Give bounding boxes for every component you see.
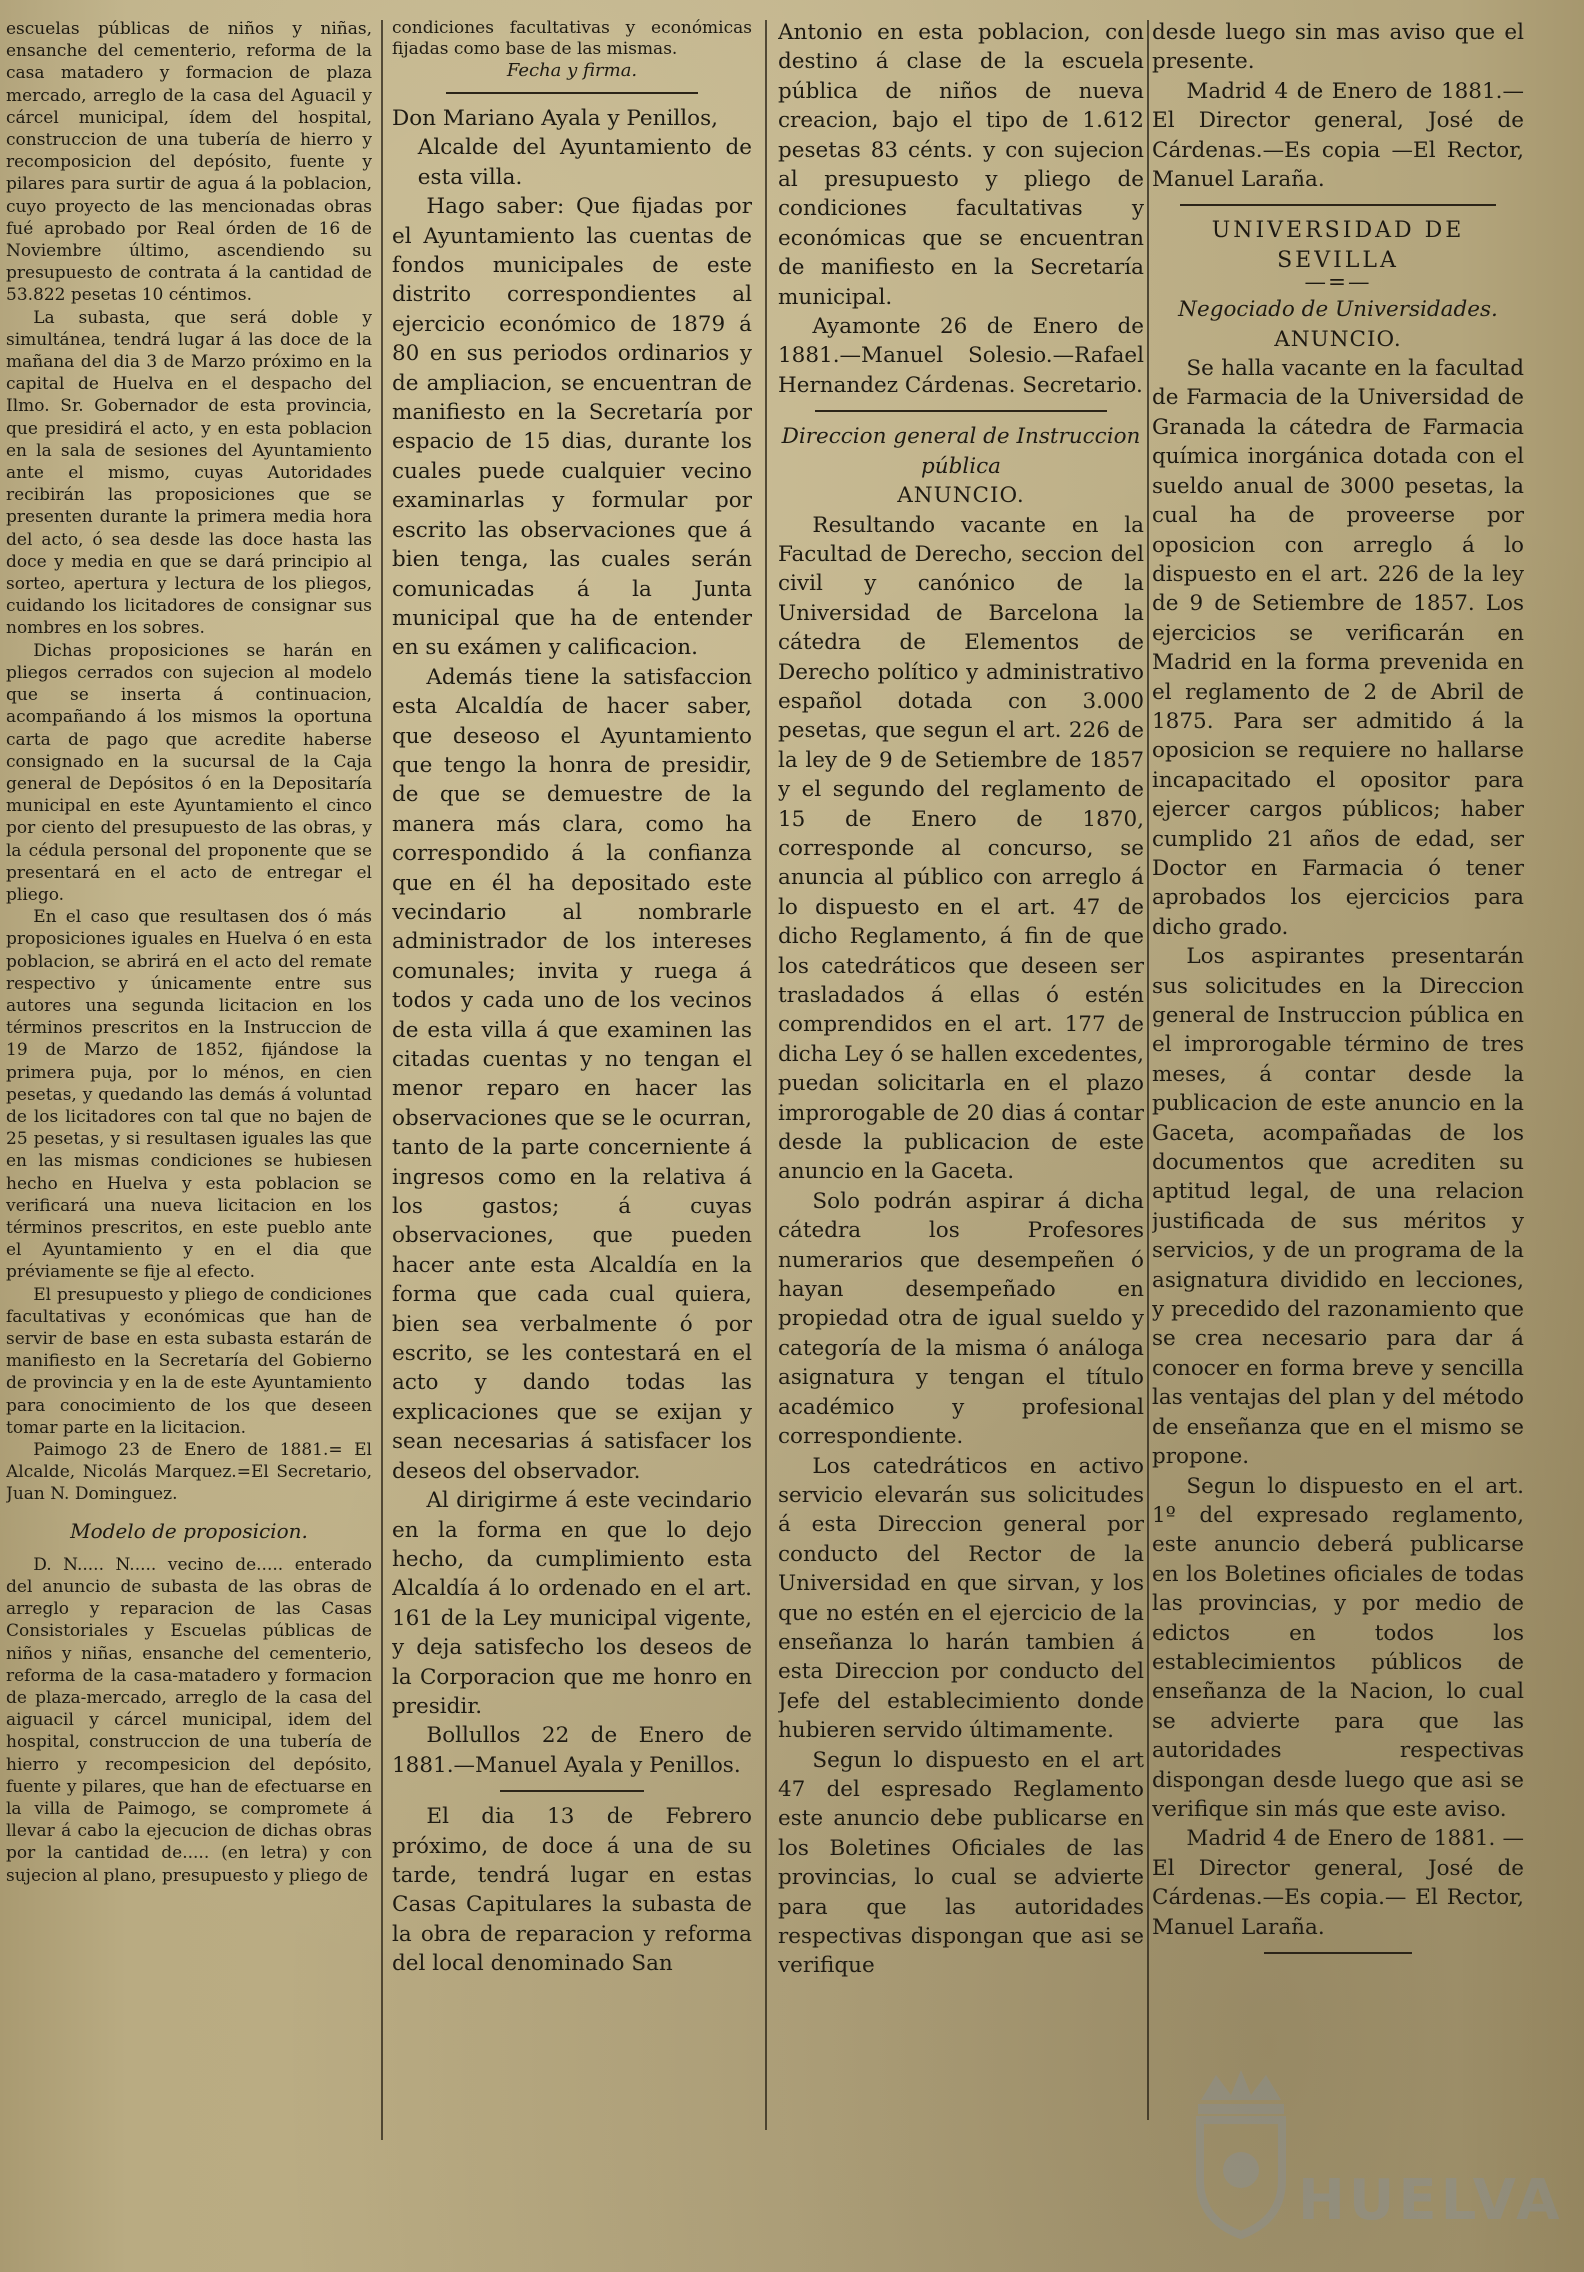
negociado-heading: Negociado de Universidades. <box>1178 297 1498 323</box>
column-divider <box>381 20 383 2140</box>
col2-paragraph: Hago saber: Que fijadas por el Ayuntamiento las cuentas de fondos municipales de este distrito correspondientes al ejercicio económico de 1879 á 80 en sus periodos ordinarios y de ampliacion, se encuentran de manifiesto en la Secretaría por espacio de 15 dias, durante los cuales puede cualquier vecino examinarlas y formular por escrito las observaciones que á bien tenga, las cuales serán comunicadas á la Junta municipal que ha de entender en su exámen y calificacion. <box>392 194 752 661</box>
column-divider <box>765 20 767 2130</box>
col2-paragraph: Al dirigirme á este vecindario en la forma en que lo dejo hecho, da cumplimiento esta Alcaldía á lo ordenado en el art. 161 de la Ley municipal vigente, y deja satisfecho los deseos de la Corporacion que me honro en presidir. <box>392 1488 752 1719</box>
col4-paragraph: Se halla vacante en la facultad de Farmacia de la Universidad de Granada la cátedra de Farmacia química inorgánica dotada con el sueldo anual de 3000 pesetas, la cual ha de proveerse por oposicion con arreglo á lo dispuesto en el art. 226 de la ley de 9 de Setiembre de 1857. Los ejercicios se verificarán en Madrid en la forma prevenida en el reglamento de 2 de Abril de 1875. Para ser admitido á la oposicion se requiere no hallarse incapacitado el opositor para ejercer cargos públicos; haber cumplido 21 años de edad, ser Doctor en Farmacia ó tener aprobados los ejercicios para dicho grado. <box>1152 356 1524 940</box>
section-rule <box>500 1790 644 1792</box>
col1-paragraph: D. N..... N..... vecino de..... enterado del anuncio de subasta de las obras de arreglo y reparacion de las Casas Consistoriales y Escuelas públicas de niños y niñas, ensanche del cementerio, reforma de la casa-matadero y formacion de plaza-mercado, arreglo de la casa del aiguacil y cárcel municipal, idem del hospital, construccion de una tubería de hierro y recompesicion del depósito, fuente y pilares, que han de efectuarse en la villa de Paimogo, se compromete á llevar á cabo la ejecucion de dichas obras por la cantidad de..... (en letra) y con sujecion al plano, presupuesto y pliego de <box>6 1554 372 1886</box>
col3-paragraph: Resultando vacante en la Facultad de Derecho, seccion del civil y canónico de la Universidad de Barcelona la cátedra de Elementos de Derecho político y administrativo español dotada con 3.000 pesetas, que segun el art. 226 de la ley de 9 de Setiembre de 1857 y el segundo del reglamento de 15 de Enero de 1870, corresponde al concurso, se anuncia al público con arreglo á lo dispuesto en el art. 47 de dicho Reglamento, á fin de que los catedráticos que deseen ser trasladados á ellas ó estén comprendidos en el art. 177 de dicha Ley ó se hallen excedentes, puedan solicitarla en el plazo improrogable de 20 dias á contar desde la publicacion de este anuncio en la Gaceta. <box>778 512 1144 1185</box>
col4-signature: Madrid 4 de Enero de 1881. —El Director general, José de Cárdenas.—Es copia.— El Rector, Manuel Laraña. <box>1152 1826 1524 1940</box>
col2-signature: Bollullos 22 de Enero de 1881.—Manuel Ayala y Penillos. <box>392 1723 752 1778</box>
column-4 <box>1152 18 1524 2258</box>
col4-paragraph: Segun lo dispuesto en el art. 1º del expresado reglamento, este anuncio deberá publicarse en los Boletines oficiales de todas las provincias, y por medio de edictos en todos los establecimientos públicos de enseñanza de la Nacion, lo cual se advierte para que las autoridades respectivas dispongan desde luego que asi se verifique sin más que este aviso. <box>1152 1473 1524 1822</box>
col1-paragraph: La subasta, que será doble y simultánea, tendrá lugar á las doce de la mañana del dia 3 de Marzo próximo en la capital de Huelva en el despacho del Ilmo. Sr. Gobernador de esta provincia, que presidirá el acto, y en esta poblacion en la sala de sesiones del Ayuntamiento ante el mismo, cuyas Autoridades recibirán las proposiciones que se presenten durante la primera media hora del acto, ó sea desde las doce hasta las doce y media en que se dará principio al sorteo, apertura y lectura de los pliegos, cuidando los licitadores de consignar sus nombres en los sobres. <box>6 307 372 639</box>
model-heading: Modelo de proposicion. <box>70 1518 308 1543</box>
watermark-text: HUELVA <box>1298 2168 1564 2233</box>
col1-paragraph: escuelas públicas de niños y niñas, ensanche del cementerio, reforma de la casa matadero y formacion de plaza mercado, arreglo de la casa del Aguacil y cárcel municipal, ídem del hospital, construccion de una tubería de hierro y recomposicion del depósito, fuente y pilares para surtir de agua á la poblacion, cuyo proyecto de las mencionadas obras fué aprobado por Real órden de 16 de Noviembre último, ascendiendo su presupuesto de contrata á la cantidad de 53.822 pesetas 10 céntimos. <box>6 19 372 306</box>
direccion-heading: Direccion general de Instruccion pública <box>781 424 1141 479</box>
col2-paragraph: El dia 13 de Febrero próximo, de doce á una de su tarde, tendrá lugar en estas Casas Capitulares la subasta de la obra de reparacion y reforma del local denominado San <box>392 1804 752 1977</box>
col3-paragraph: Solo podrán aspirar á dicha cátedra los Profesores numerarios que desempeñen ó hayan desempeñado en propiedad otra de igual sueldo y categoría de la misma ó análoga asignatura y tengan el título académico y profesional correspondiente. <box>778 1188 1144 1450</box>
col2-paragraph: condiciones facultativas y económicas fijadas como base de las mismas. <box>392 18 752 59</box>
ornament: —=— <box>1304 270 1372 296</box>
date-signature: Fecha y firma. <box>506 60 638 81</box>
anuncio-heading: ANUNCIO. <box>1274 326 1402 352</box>
column-1 <box>6 18 372 2258</box>
section-rule <box>1264 1952 1413 1954</box>
col2-paragraph: Además tiene la satisfaccion esta Alcaldía de hacer saber, que deseoso el Ayuntamiento que tengo la honra de presidir, de que se demuestre de la manera más clara, como ha correspondido á la confianza que en él ha depositado este vecindario al nombrarle administrador de los intereses comunales; invita y ruega á todos y cada uno de los vecinos de esta villa á que examinen las citadas cuentas y no tengan el menor reparo en hacer las observaciones que se le ocurran, tanto de la parte concerniente á ingresos como en la relativa á los gastos; á cuyas observaciones, que pueden hacer ante esta Alcaldía en la forma que cada cual quiera, bien sea verbalmente ó por escrito, se les contestará en el acto y dando todas las explicaciones que se exijan y sean necesarias á satisfacer los deseos del observador. <box>392 664 752 1484</box>
col3-paragraph: Los catedráticos en activo servicio elevarán sus solicitudes á esta Direccion general por conducto del Rector de la Universidad en que sirvan, y los que no estén en el ejercicio de la enseñanza lo harán tambien á esta Direccion por conducto del Jefe del establecimiento donde hubieren servido últimamente. <box>778 1453 1144 1744</box>
col3-paragraph: Antonio en esta poblacion, con destino á clase de la escuela pública de niños de nueva creacion, bajo el tipo de 1.612 pesetas 83 cénts. y con sujecion al presupuesto y pliego de condiciones facultativas y económicas que se encuentran de manifiesto en la Secretaría municipal. <box>778 20 1144 310</box>
col4-paragraph: desde luego sin mas aviso que el presente. <box>1152 20 1524 75</box>
mayor-heading <box>392 104 752 192</box>
section-rule <box>815 410 1108 412</box>
mayor-title: Alcalde del Ayuntamiento de esta villa. <box>417 135 752 190</box>
column-divider <box>1147 20 1149 2120</box>
col1-paragraph: En el caso que resultasen dos ó más proposiciones iguales en Huelva ó en esta poblacion, se abrirá en el acto del remate respectivo y únicamente entre sus autores una segunda licitacion en los términos prescritos en la Instruccion de 19 de Marzo de 1852, fijándose la primera puja, por lo ménos, en cien pesetas, y quedando las demás á voluntad de los licitadores con tal que no bajen de 25 pesetas, y si resultasen iguales las que en las mismas condiciones se hubiesen hecho en Huelva y esta poblacion se verificará una nueva licitacion en los términos prescritos, en este pueblo ante el Ayuntamiento y en el dia que préviamente se fije al efecto. <box>6 907 372 1283</box>
university-heading: UNIVERSIDAD DE SEVILLA <box>1211 218 1465 273</box>
section-rule <box>446 92 698 94</box>
col4-signature: Madrid 4 de Enero de 1881.—El Director general, José de Cárdenas.—Es copia —El Rector, Manuel Laraña. <box>1152 78 1524 193</box>
col3-paragraph: Segun lo dispuesto en el art 47 del espresado Reglamento este anuncio debe publicarse en los Boletines Oficiales de las provincias, lo cual se advierte para que las autoridades respectivas dispongan que asi se verifique <box>778 1747 1144 1979</box>
col1-paragraph: El presupuesto y pliego de condiciones facultativas y económicas que han de servir de base en esta subasta estarán de manifiesto en la Secretaría del Gobierno de provincia y en la de este Ayuntamiento para conocimiento de los que deseen tomar parte en la licitacion. <box>6 1284 372 1438</box>
anuncio-heading: ANUNCIO. <box>897 483 1025 509</box>
col1-paragraph: Dichas proposiciones se harán en pliegos cerrados con sujecion al modelo que se inserta á continuacion, acompañando á los mismos la oportuna carta de pago que acredite haberse consignado en la sucursal de la Caja general de Depósitos ó en la Depositaría municipal en este Ayuntamiento el cinco por ciento del presupuesto de las obras, y la cédula personal del proponente que se presentará en el acto de entregar el pliego. <box>6 640 372 905</box>
section-rule <box>1180 204 1496 206</box>
col3-signature: Ayamonte 26 de Enero de 1881.—Manuel Solesio.—Rafael Hernandez Cárdenas. Secretario. <box>778 314 1144 398</box>
column-2 <box>392 18 752 2258</box>
column-3 <box>778 18 1144 2258</box>
col1-signature: Paimogo 23 de Enero de 1881.= El Alcalde, Nicolás Marquez.=El Secretario, Juan N. Dominguez. <box>6 1440 372 1505</box>
col4-paragraph: Los aspirantes presentarán sus solicitudes en la Direccion general de Instruccion pública en el improrogable término de tres meses, á contar desde la publicacion de este anuncio en la Gaceta, acompañadas de los documentos que acrediten su aptitud legal, de una relacion justificada de sus méritos y servicios, y de un programa de la asignatura dividido en lecciones, y precedido del razonamiento que se crea necesario para dar á conocer en forma breve y sencilla las ventajas del plan y del método de enseñanza que en el mismo se propone. <box>1152 944 1524 1470</box>
mayor-name: Don Mariano Ayala y Penillos, <box>392 106 718 131</box>
